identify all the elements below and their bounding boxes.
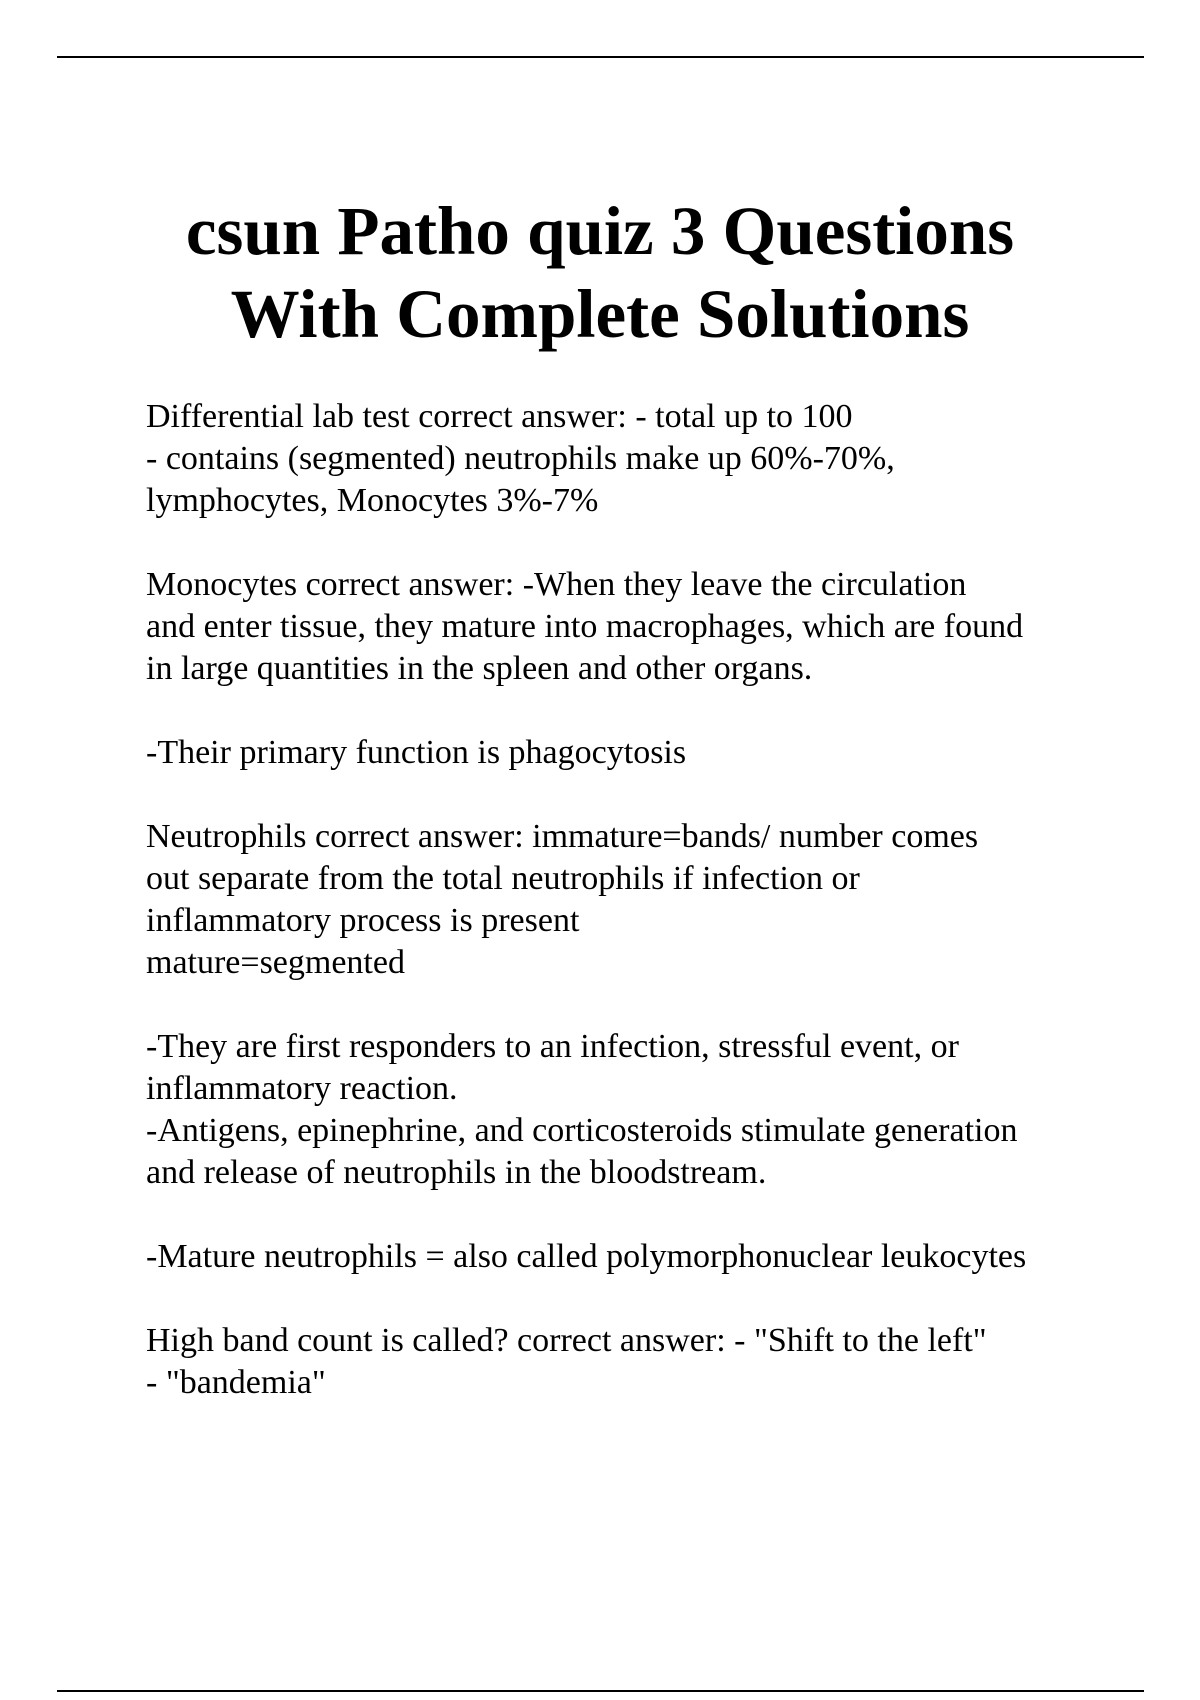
qa-differential-lab-test: Differential lab test correct answer: - total up to 100 - contains (segmented) neutrophils make up 60%-70%, lymphocytes, Monocytes 3%-7% (146, 398, 895, 519)
top-rule (57, 56, 1144, 58)
qa-monocytes-function: -Their primary function is phagocytosis (146, 734, 687, 771)
qa-neutrophils-responders: -They are first responders to an infection, stressful event, or inflammatory reaction. -Antigens, epinephrine, and corticosteroids stimulate generation and release of neutrophils in the bloodstream. (146, 1028, 1018, 1191)
qa-high-band-count: High band count is called? correct answer: - "Shift to the left" - "bandemia" (146, 1322, 987, 1401)
qa-monocytes: Monocytes correct answer: -When they leave the circulation and enter tissue, they mature into macrophages, which are found in large quantities in the spleen and other organs. (146, 566, 1024, 687)
document-title (60, 190, 1140, 356)
title-line-2: With Complete Solutions (230, 276, 970, 352)
document-body (146, 396, 1146, 1404)
qa-mature-neutrophils: -Mature neutrophils = also called polymorphonuclear leukocytes (146, 1238, 1027, 1275)
title-line-1: csun Patho quiz 3 Questions (185, 193, 1015, 269)
qa-neutrophils: Neutrophils correct answer: immature=bands/ number comes out separate from the total neutrophils if infection or inflammatory process is present mature=segmented (146, 818, 979, 981)
bottom-rule (57, 1690, 1144, 1692)
